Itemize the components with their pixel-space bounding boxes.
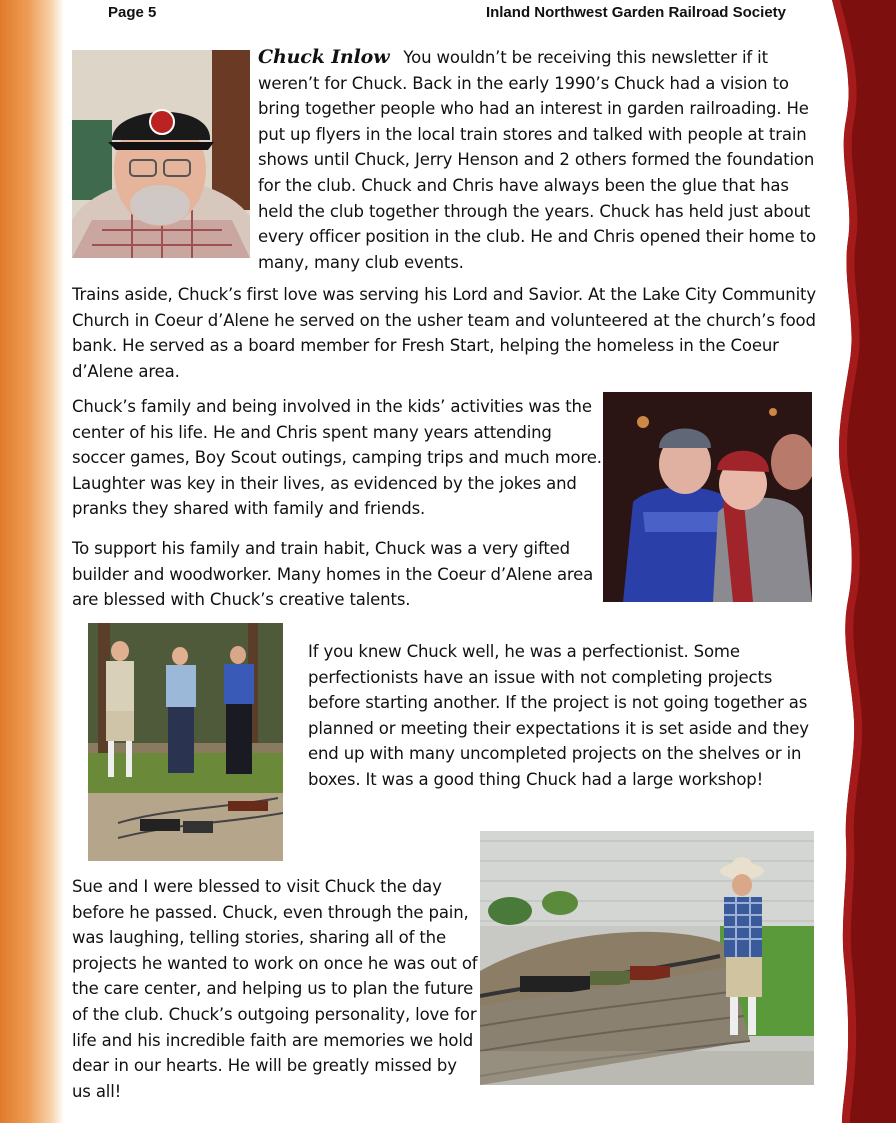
paragraph-intro (258, 45, 824, 275)
garden-railroad-photo (480, 831, 814, 1085)
paragraph-family: Chuck’s family and being involved in the kids’ activities was the center of his life. He and Chris spent many years attending soccer games, Boy Scout outings, camping trips and much more. Laughter was key in their lives, as evidenced by the jokes and pranks they shared with family and friends. (72, 397, 602, 519)
portrait-photo (72, 50, 250, 258)
left-decorative-border (0, 0, 64, 1123)
paragraph-farewell: Sue and I were blessed to visit Chuck the day before he passed. Chuck, even through the pain, was laughing, telling stories, sharing all of the projects he wanted to work on once he was out of the care center, and helping us to plan the future of the club. Chuck’s outgoing personality, love for life and his incredible faith are memories we hold dear in our hearts. He will be greatly missed by us all! (72, 877, 478, 1101)
intro-text: You wouldn’t be receiving this newsletter if it weren’t for Chuck. Back in the early 1990’s Chuck had a vision to bring together people who had an interest in garden railroading. He put up flyers in the local train stores and talked with people at train shows until Chuck, Jerry Henson and 2 others formed the foundation for the club. Chuck and Chris have always been the glue that has held the club together through the years. Chuck has held just about every officer position in the club. He and Chris opened their home to many, many club events. (258, 48, 816, 272)
paragraph-perfectionist: If you knew Chuck well, he was a perfectionist. Some perfectionists have an issue with not completing projects before starting another. If the project is not going together as planned or meeting their expectations it is set aside and they end up with many uncompleted projects on the shelves or in boxes. It was a good thing Chuck had a large workshop! (308, 642, 809, 789)
person-name: Chuck Inlow (258, 46, 390, 68)
paragraph-woodworker: To support his family and train habit, Chuck was a very gifted builder and woodworker. Many homes in the Coeur d’Alene area are blessed with Chuck’s creative talents. (72, 539, 594, 610)
men-with-track-photo (88, 623, 283, 861)
right-wavy-border (824, 0, 896, 1123)
page-header (108, 4, 786, 24)
couple-night-photo (603, 392, 812, 602)
page-number: Page 5 (108, 4, 157, 21)
paragraph-faith: Trains aside, Chuck’s first love was serving his Lord and Savior. At the Lake City Community Church in Coeur d’Alene he served on the usher team and volunteered at the church’s food bank. He served as a board member for Fresh Start, helping the homeless in the Coeur d’Alene area. (72, 285, 816, 381)
organization-name: Inland Northwest Garden Railroad Society (485, 4, 786, 21)
